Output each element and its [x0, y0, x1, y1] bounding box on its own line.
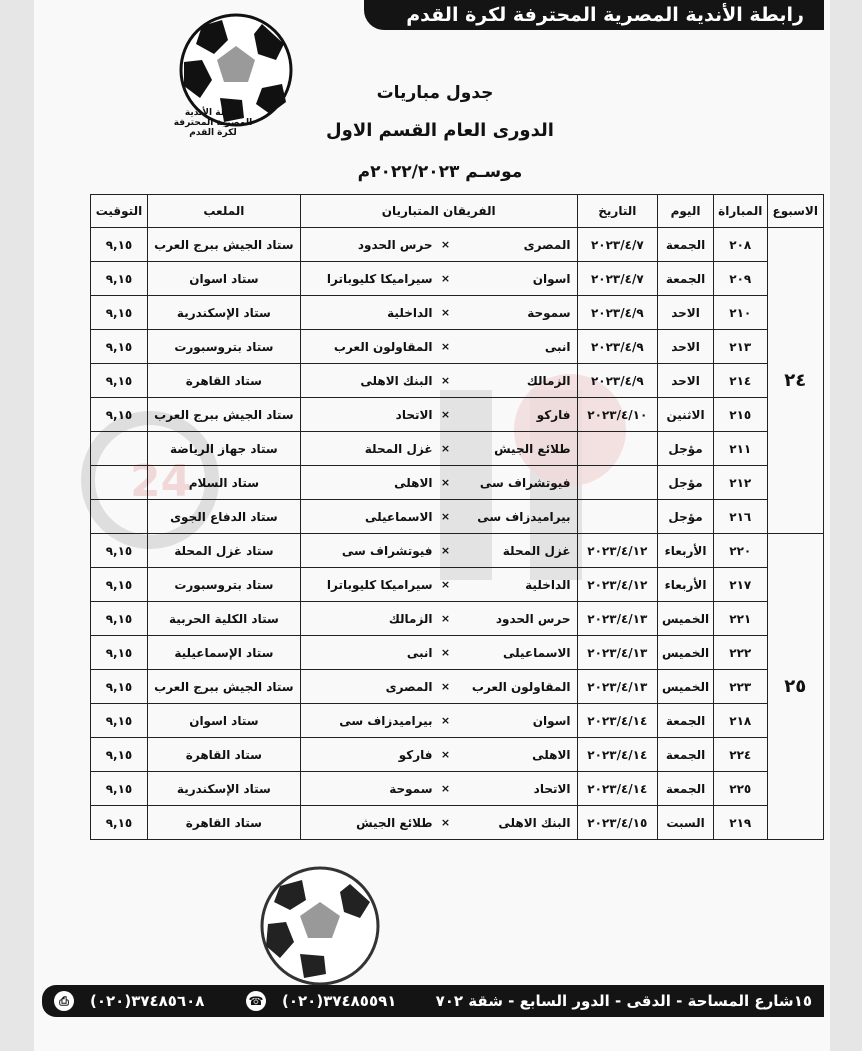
match-day: مؤجل — [658, 500, 714, 534]
teams-cell — [300, 772, 577, 806]
match-day: الأربعاء — [658, 568, 714, 602]
table-row — [91, 228, 824, 262]
match-day: مؤجل — [658, 466, 714, 500]
home-team: الاهلى — [532, 747, 571, 762]
match-number: ٢٢٣ — [713, 670, 767, 704]
table-row — [91, 704, 824, 738]
teams-cell — [300, 738, 577, 772]
home-team: غزل المحلة — [502, 543, 571, 558]
match-number: ٢١٠ — [713, 296, 767, 330]
home-team: انبى — [544, 339, 571, 354]
stadium-name: ستاد الجيش ببرج العرب — [147, 228, 300, 262]
match-day: الاحد — [658, 330, 714, 364]
away-team: الداخلية — [387, 305, 433, 320]
table-row — [91, 806, 824, 840]
kickoff-time: ٩,١٥ — [91, 262, 148, 296]
away-team: فاركو — [398, 747, 433, 762]
match-date — [577, 500, 658, 534]
phone-icon: ☎ — [246, 991, 266, 1011]
kickoff-time: ٩,١٥ — [91, 738, 148, 772]
match-day: الجمعة — [658, 738, 714, 772]
fax-number: (٠٢٠)٣٧٤٨٥٦٠٨ — [90, 992, 205, 1010]
teams-cell — [300, 704, 577, 738]
home-team: فيوتشراف سى — [479, 475, 571, 490]
versus-mark: × — [440, 578, 451, 591]
table-row — [91, 772, 824, 806]
home-team: الاتحاد — [533, 781, 571, 796]
stadium-name: ستاد الدفاع الجوى — [147, 500, 300, 534]
match-date: ٢٠٢٣/٤/١٤ — [577, 738, 658, 772]
versus-mark: × — [440, 408, 451, 421]
match-day: مؤجل — [658, 432, 714, 466]
kickoff-time: ٩,١٥ — [91, 228, 148, 262]
away-team: الزمالك — [388, 611, 433, 626]
home-team: سموحة — [527, 305, 571, 320]
stadium-name: ستاد اسوان — [147, 262, 300, 296]
match-number: ٢١٤ — [713, 364, 767, 398]
logo-caption: رابطة الأندية المصرية المحترفة لكرة القدم — [173, 108, 253, 138]
stadium-name: ستاد القاهرة — [147, 364, 300, 398]
versus-mark: × — [440, 374, 451, 387]
away-team: سيراميكا كليوباترا — [326, 271, 433, 286]
teams-cell — [300, 228, 577, 262]
table-row — [91, 296, 824, 330]
match-number: ٢١٧ — [713, 568, 767, 602]
match-day: الخميس — [658, 670, 714, 704]
match-date: ٢٠٢٣/٤/١٤ — [577, 704, 658, 738]
kickoff-time: ٩,١٥ — [91, 330, 148, 364]
home-team: الاسماعيلى — [502, 645, 571, 660]
col-teams: الفريقان المتباريان — [300, 195, 577, 228]
kickoff-time: ٩,١٥ — [91, 602, 148, 636]
table-row — [91, 500, 824, 534]
match-date: ٢٠٢٣/٤/٩ — [577, 364, 658, 398]
home-team: اسوان — [532, 713, 571, 728]
match-day: الاثنين — [658, 398, 714, 432]
away-team: غزل المحلة — [364, 441, 433, 456]
match-date — [577, 466, 658, 500]
stadium-name: ستاد القاهرة — [147, 806, 300, 840]
match-date: ٢٠٢٣/٤/١٣ — [577, 602, 658, 636]
teams-cell — [300, 636, 577, 670]
match-number: ٢١٩ — [713, 806, 767, 840]
stadium-name: ستاد الإسماعيلية — [147, 636, 300, 670]
season-label: موسـم ٢٠٢٢/٢٠٢٣م — [357, 162, 523, 182]
col-date: التاريخ — [577, 195, 658, 228]
match-schedule-table — [90, 194, 824, 840]
match-date: ٢٠٢٣/٤/٩ — [577, 296, 658, 330]
table-header-row — [91, 195, 824, 228]
table-row — [91, 398, 824, 432]
stadium-name: ستاد الإسكندرية — [147, 296, 300, 330]
match-number: ٢٢٤ — [713, 738, 767, 772]
match-number: ٢٢٠ — [713, 534, 767, 568]
teams-cell — [300, 500, 577, 534]
match-day: الجمعة — [658, 228, 714, 262]
stadium-name: ستاد غزل المحلة — [147, 534, 300, 568]
match-day: الجمعة — [658, 262, 714, 296]
col-week: الاسبوع — [767, 195, 823, 228]
versus-mark: × — [440, 816, 451, 829]
match-number: ٢١٥ — [713, 398, 767, 432]
kickoff-time: ٩,١٥ — [91, 704, 148, 738]
match-date: ٢٠٢٣/٤/١٥ — [577, 806, 658, 840]
versus-mark: × — [440, 340, 451, 353]
fax-icon: ⎙ — [54, 991, 74, 1011]
table-row — [91, 738, 824, 772]
phone-number: (٠٢٠)٣٧٤٨٥٥٩١ — [282, 992, 397, 1010]
table-row — [91, 602, 824, 636]
away-team: انبى — [406, 645, 433, 660]
address-text: ١٥شارع المساحة - الدقى - الدور السابع - شقة ٧٠٢ — [435, 992, 812, 1010]
versus-mark: × — [440, 476, 451, 489]
match-day: الجمعة — [658, 704, 714, 738]
stadium-name: ستاد جهاز الرياضة — [147, 432, 300, 466]
away-team: سموحة — [389, 781, 433, 796]
stadium-name: ستاد الجيش ببرج العرب — [147, 398, 300, 432]
stadium-name: ستاد اسوان — [147, 704, 300, 738]
teams-cell — [300, 398, 577, 432]
home-team: اسوان — [532, 271, 571, 286]
match-date: ٢٠٢٣/٤/١٣ — [577, 636, 658, 670]
kickoff-time — [91, 466, 148, 500]
versus-mark: × — [440, 544, 451, 557]
match-date: ٢٠٢٣/٤/١٢ — [577, 534, 658, 568]
table-row — [91, 330, 824, 364]
teams-cell — [300, 568, 577, 602]
kickoff-time: ٩,١٥ — [91, 364, 148, 398]
teams-cell — [300, 602, 577, 636]
match-number: ٢٢١ — [713, 602, 767, 636]
home-team: الزمالك — [526, 373, 571, 388]
table-row — [91, 636, 824, 670]
away-team: الاسماعيلى — [364, 509, 433, 524]
match-date: ٢٠٢٣/٤/٧ — [577, 228, 658, 262]
match-day: الأربعاء — [658, 534, 714, 568]
table-row — [91, 364, 824, 398]
match-date: ٢٠٢٣/٤/١٢ — [577, 568, 658, 602]
document-title: جدول مباريات — [376, 83, 494, 103]
footer-bar — [42, 985, 824, 1017]
teams-cell — [300, 432, 577, 466]
match-date: ٢٠٢٣/٤/١٠ — [577, 398, 658, 432]
home-team: بيراميدزاف سى — [477, 509, 571, 524]
away-team: بيراميدزاف سى — [339, 713, 433, 728]
league-subtitle: الدورى العام القسم الاول — [326, 120, 554, 141]
kickoff-time — [91, 500, 148, 534]
match-number: ٢١١ — [713, 432, 767, 466]
versus-mark: × — [440, 306, 451, 319]
col-stadium: الملعب — [147, 195, 300, 228]
match-date: ٢٠٢٣/٤/١٤ — [577, 772, 658, 806]
match-date — [577, 432, 658, 466]
match-number: ٢١٢ — [713, 466, 767, 500]
teams-cell — [300, 330, 577, 364]
organization-banner: رابطة الأندية المصرية المحترفة لكرة القدم — [364, 0, 824, 30]
kickoff-time: ٩,١٥ — [91, 534, 148, 568]
table-row — [91, 670, 824, 704]
versus-mark: × — [440, 238, 451, 251]
away-team: سيراميكا كليوباترا — [326, 577, 433, 592]
versus-mark: × — [440, 646, 451, 659]
away-team: الاتحاد — [395, 407, 433, 422]
match-day: الاحد — [658, 364, 714, 398]
col-time: التوقيت — [91, 195, 148, 228]
col-day: اليوم — [658, 195, 714, 228]
match-date: ٢٠٢٣/٤/١٣ — [577, 670, 658, 704]
home-team: المقاولون العرب — [471, 679, 571, 694]
match-day: الخميس — [658, 636, 714, 670]
stadium-name: ستاد الكلية الحربية — [147, 602, 300, 636]
kickoff-time: ٩,١٥ — [91, 772, 148, 806]
home-team: طلائع الجيش — [494, 441, 571, 456]
match-day: الخميس — [658, 602, 714, 636]
table-row — [91, 262, 824, 296]
table-row — [91, 534, 824, 568]
stamp-ball-icon — [240, 862, 400, 990]
col-match: المباراة — [713, 195, 767, 228]
home-team: الداخلية — [525, 577, 571, 592]
kickoff-time: ٩,١٥ — [91, 296, 148, 330]
home-team: البنك الاهلى — [498, 815, 571, 830]
away-team: المقاولون العرب — [333, 339, 433, 354]
table-row — [91, 466, 824, 500]
versus-mark: × — [440, 612, 451, 625]
kickoff-time: ٩,١٥ — [91, 806, 148, 840]
match-day: السبت — [658, 806, 714, 840]
away-team: فيوتشراف سى — [341, 543, 433, 558]
home-team: المصرى — [523, 237, 571, 252]
match-number: ٢١٨ — [713, 704, 767, 738]
versus-mark: × — [440, 442, 451, 455]
versus-mark: × — [440, 510, 451, 523]
teams-cell — [300, 364, 577, 398]
kickoff-time — [91, 432, 148, 466]
away-team: حرس الحدود — [357, 237, 433, 252]
versus-mark: × — [440, 272, 451, 285]
kickoff-time: ٩,١٥ — [91, 636, 148, 670]
stadium-name: ستاد بتروسبورت — [147, 330, 300, 364]
match-number: ٢٠٩ — [713, 262, 767, 296]
teams-cell — [300, 806, 577, 840]
match-number: ٢١٦ — [713, 500, 767, 534]
stadium-name: ستاد السلام — [147, 466, 300, 500]
table-row — [91, 432, 824, 466]
match-number: ٢٢٥ — [713, 772, 767, 806]
stadium-name: ستاد بتروسبورت — [147, 568, 300, 602]
week-number: ٢٤ — [767, 228, 823, 534]
kickoff-time: ٩,١٥ — [91, 670, 148, 704]
match-number: ٢٠٨ — [713, 228, 767, 262]
teams-cell — [300, 262, 577, 296]
match-number: ٢١٣ — [713, 330, 767, 364]
stadium-name: ستاد الجيش ببرج العرب — [147, 670, 300, 704]
home-team: حرس الحدود — [495, 611, 571, 626]
teams-cell — [300, 534, 577, 568]
kickoff-time: ٩,١٥ — [91, 398, 148, 432]
table-row — [91, 568, 824, 602]
teams-cell — [300, 670, 577, 704]
versus-mark: × — [440, 714, 451, 727]
teams-cell — [300, 466, 577, 500]
away-team: طلائع الجيش — [356, 815, 433, 830]
away-team: المصرى — [385, 679, 433, 694]
kickoff-time: ٩,١٥ — [91, 568, 148, 602]
versus-mark: × — [440, 680, 451, 693]
match-number: ٢٢٢ — [713, 636, 767, 670]
home-team: فاركو — [536, 407, 571, 422]
teams-cell — [300, 296, 577, 330]
match-day: الجمعة — [658, 772, 714, 806]
away-team: الاهلى — [394, 475, 433, 490]
match-date: ٢٠٢٣/٤/٩ — [577, 330, 658, 364]
match-date: ٢٠٢٣/٤/٧ — [577, 262, 658, 296]
away-team: البنك الاهلى — [360, 373, 433, 388]
versus-mark: × — [440, 748, 451, 761]
stadium-name: ستاد القاهرة — [147, 738, 300, 772]
versus-mark: × — [440, 782, 451, 795]
week-number: ٢٥ — [767, 534, 823, 840]
stadium-name: ستاد الإسكندرية — [147, 772, 300, 806]
match-day: الاحد — [658, 296, 714, 330]
